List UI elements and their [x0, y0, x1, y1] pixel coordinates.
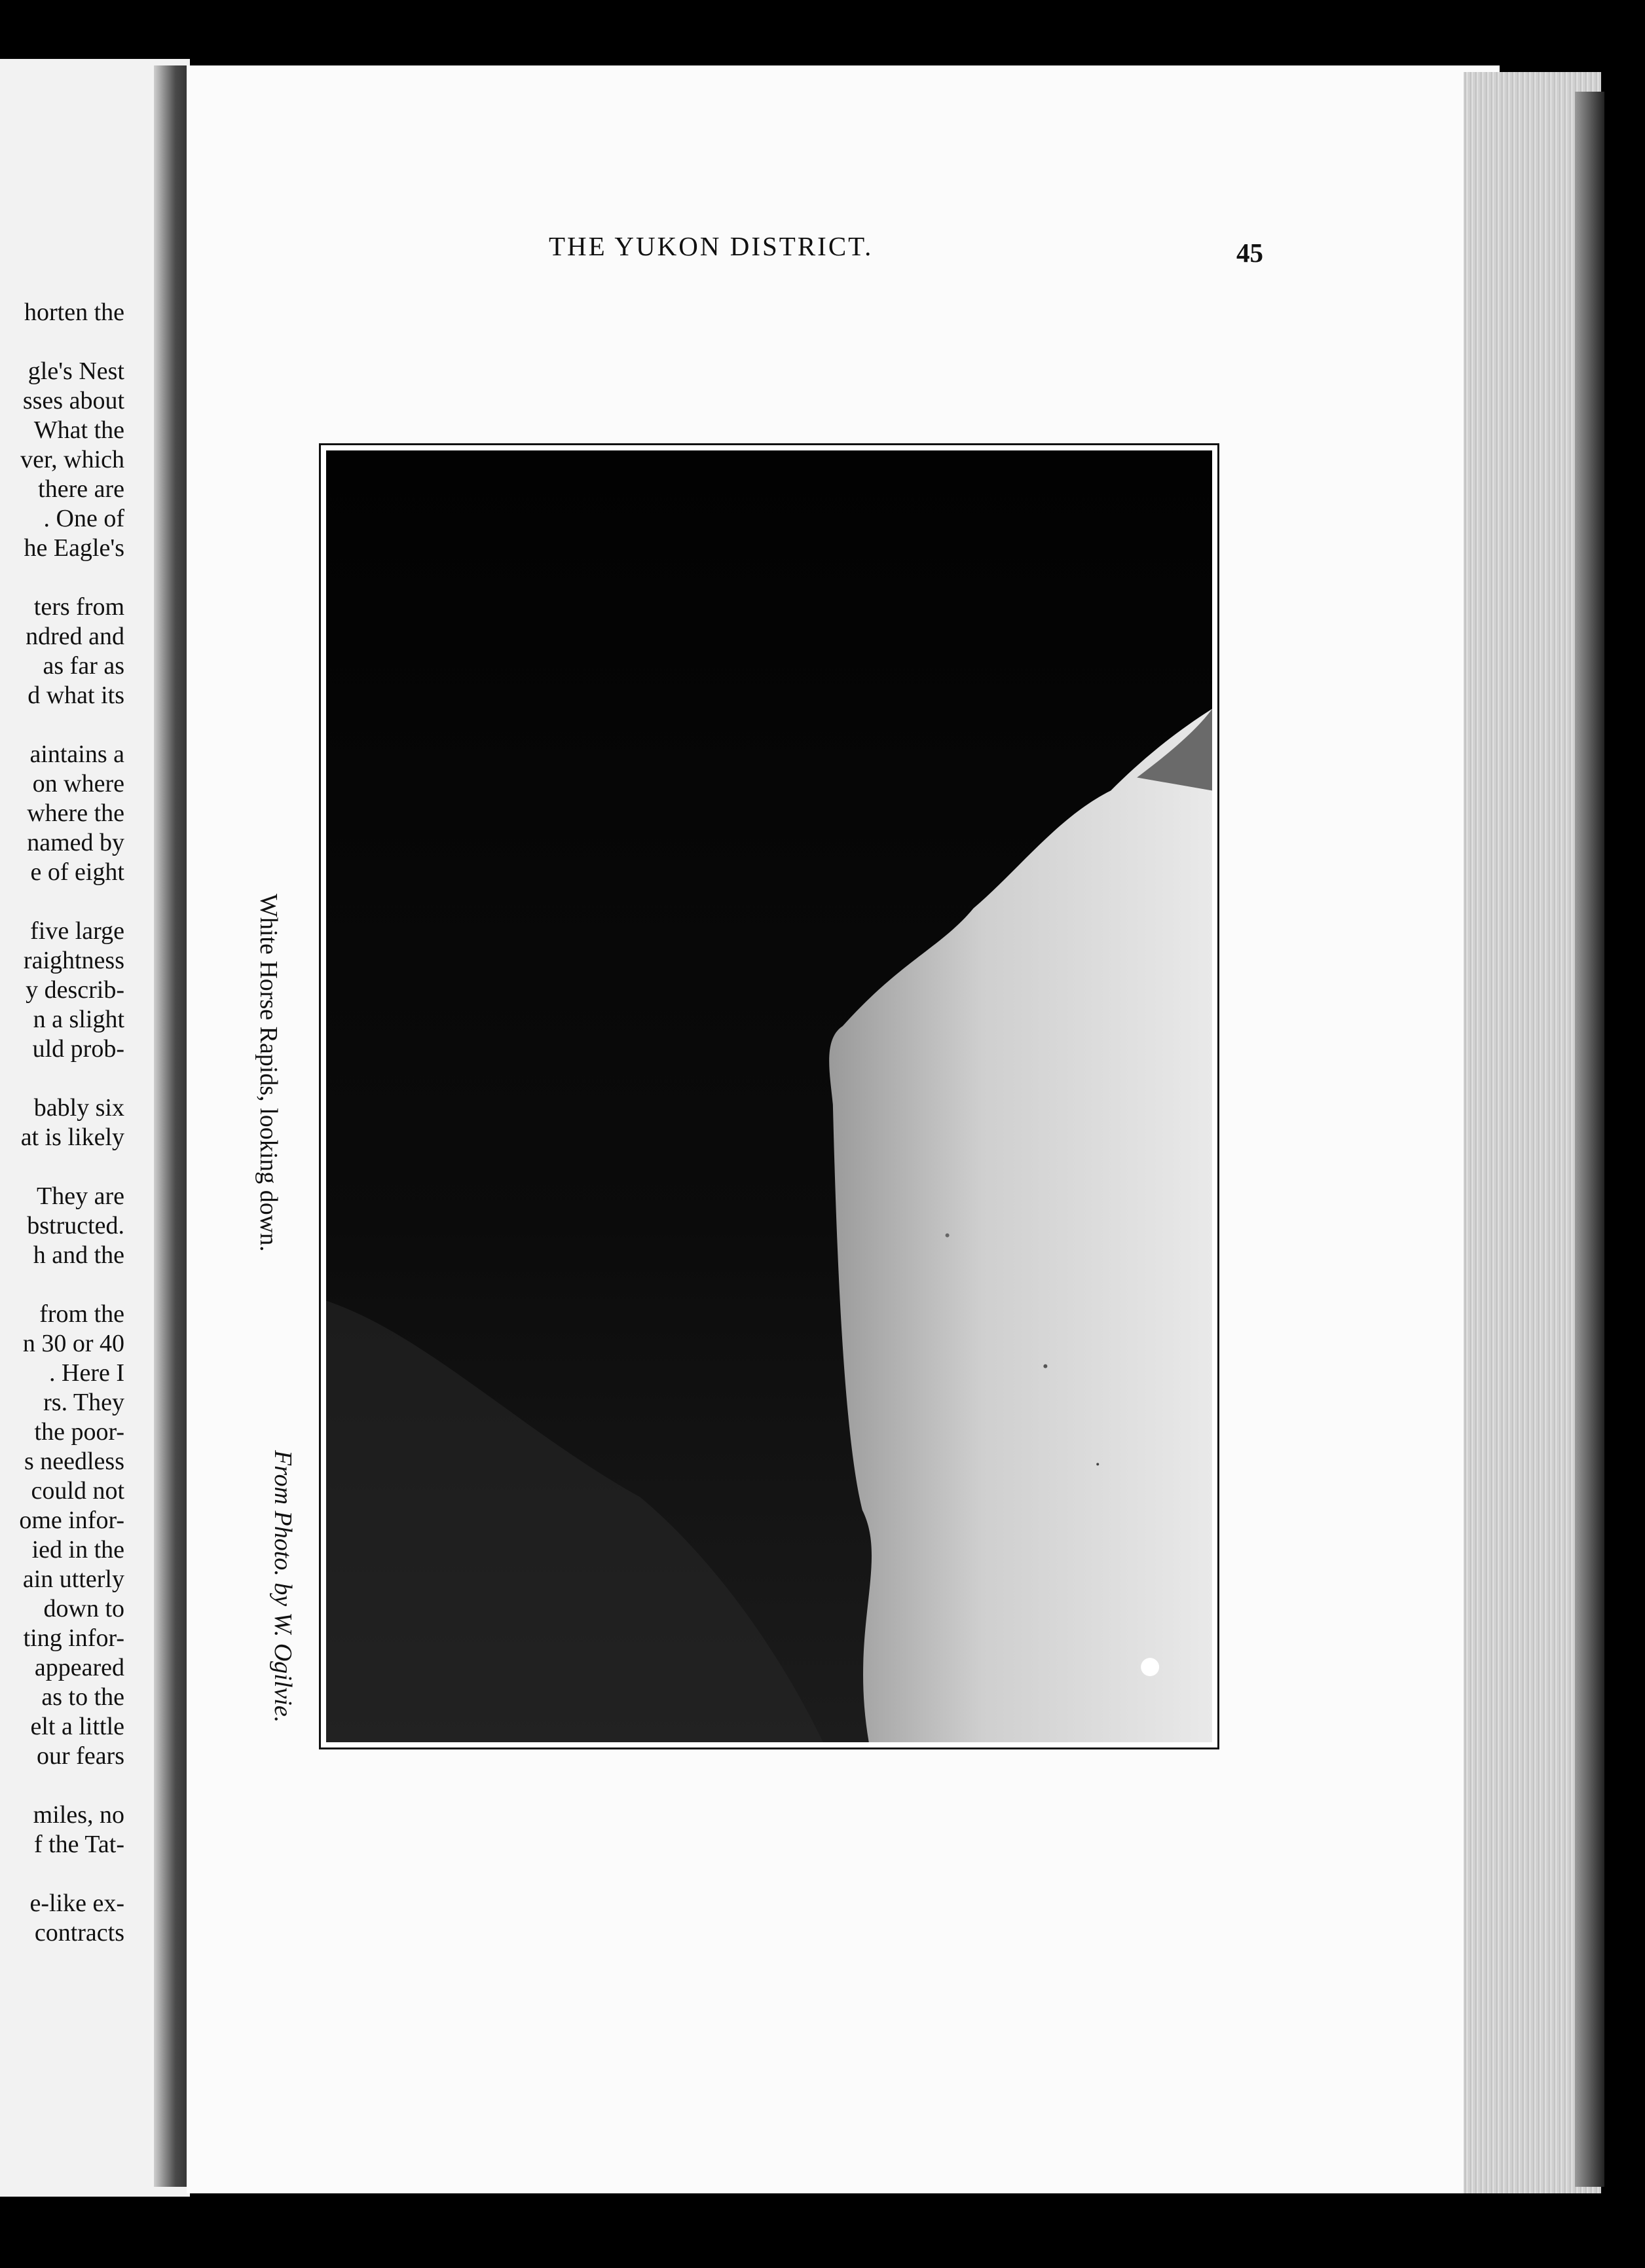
figure-credit: From Photo. by W. Ogilvie.	[269, 1450, 297, 1723]
page-number: 45	[1236, 238, 1263, 268]
left-page-line: bably six	[33, 1094, 124, 1122]
left-page-line: our fears	[37, 1742, 124, 1770]
left-page-line: on where	[32, 770, 124, 797]
left-page-line: ome infor-	[19, 1507, 124, 1534]
left-page-line: horten the	[24, 299, 124, 326]
left-page-line: h and the	[33, 1241, 124, 1269]
left-page-line: named by	[27, 829, 124, 856]
page-edges-shadow	[1575, 92, 1604, 2187]
left-page-line: the poor-	[34, 1418, 124, 1446]
left-page-line: appeared	[34, 1654, 124, 1681]
left-page-line: aintains a	[29, 741, 124, 768]
photo-frame	[319, 443, 1219, 1749]
left-page-line: raightness	[23, 947, 124, 974]
left-page-line: down to	[43, 1595, 124, 1622]
left-page-line: elt a little	[30, 1713, 124, 1740]
running-head: THE YUKON DISTRICT.	[549, 231, 874, 261]
rapids-photo-illustration	[326, 450, 1212, 1742]
left-page-line: d what its	[28, 682, 124, 709]
left-page-line: e of eight	[30, 858, 124, 886]
left-page-line: s needless	[24, 1448, 124, 1475]
left-page-line: n a slight	[33, 1006, 124, 1033]
left-page-line: as far as	[43, 652, 124, 680]
left-page-line: there are	[38, 475, 124, 503]
left-page-line: ver, which	[20, 446, 124, 473]
left-page-line: rs. They	[43, 1389, 124, 1416]
figure-caption: White Horse Rapids, looking down.	[255, 894, 282, 1252]
left-page-line: he Eagle's	[24, 534, 124, 562]
left-page-line: y describ-	[26, 976, 124, 1004]
left-page-line: ied in the	[31, 1536, 124, 1564]
rapids-photograph	[326, 450, 1212, 1742]
left-page-line: five large	[30, 917, 124, 945]
left-page-line: n 30 or 40	[22, 1330, 124, 1357]
left-page-line: at is likely	[20, 1124, 124, 1151]
left-page-line: ters from	[33, 593, 124, 621]
left-page-line: . One of	[43, 505, 124, 532]
left-page-line: What the	[33, 416, 124, 444]
left-page-line: ting infor-	[23, 1624, 124, 1652]
left-page-line: ndred and	[26, 623, 124, 650]
left-page-line: bstructed.	[27, 1212, 124, 1239]
left-page-line: where the	[27, 799, 124, 827]
left-page-line: miles, no	[33, 1801, 124, 1829]
left-page-line: uld prob-	[32, 1035, 124, 1063]
left-page-line: contracts	[34, 1919, 124, 1947]
left-page-line: . Here I	[49, 1359, 124, 1387]
left-page-line: They are	[37, 1182, 124, 1210]
left-page-line: as to the	[41, 1683, 124, 1711]
left-page-line: could not	[31, 1477, 124, 1505]
left-page-line: from the	[39, 1300, 124, 1328]
left-page-line: gle's Nest	[28, 357, 124, 385]
left-page-line: f the Tat-	[33, 1831, 124, 1858]
left-page-line: sses about	[22, 387, 124, 414]
left-page-line: ain utterly	[22, 1565, 124, 1593]
left-page-line: e-like ex-	[29, 1890, 124, 1917]
